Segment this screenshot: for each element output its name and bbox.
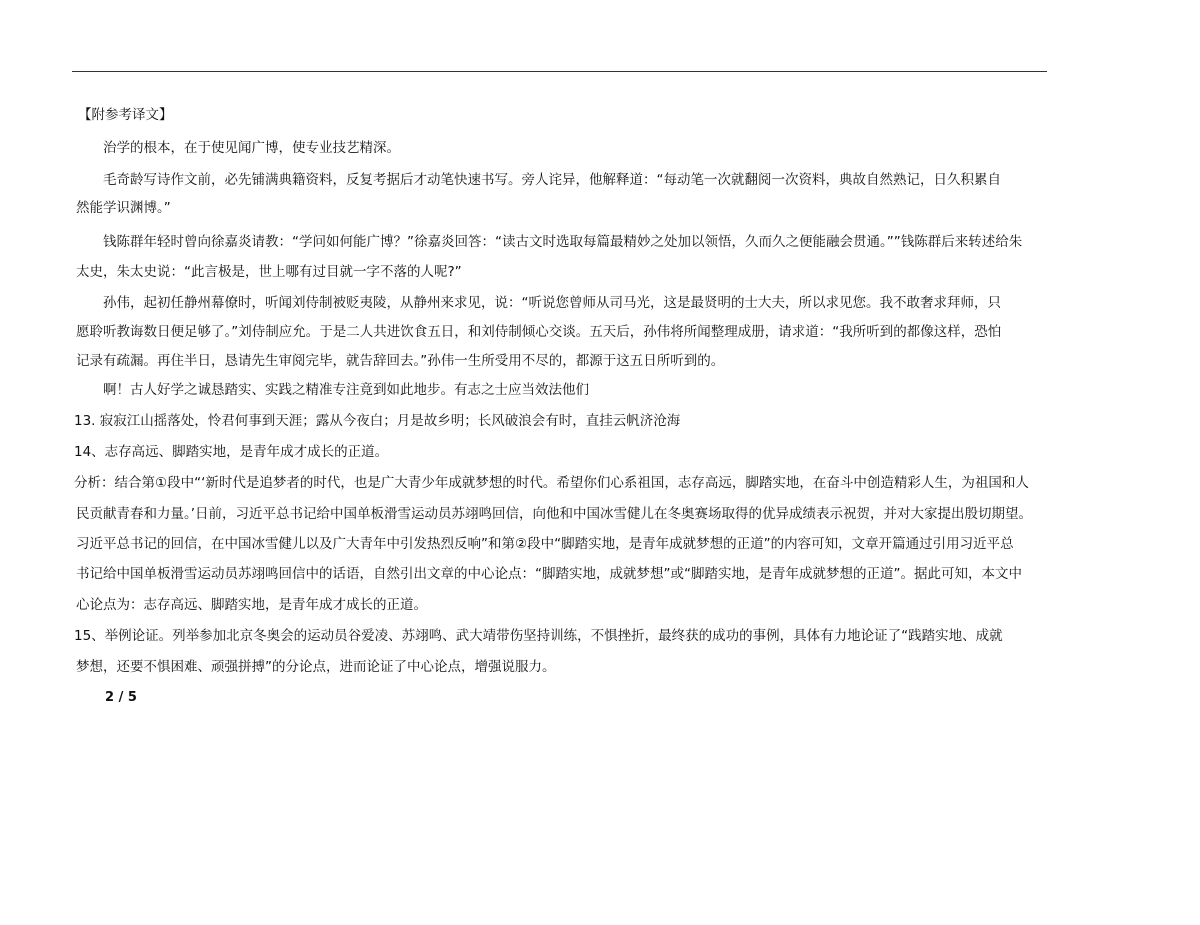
analysis-line: 书记给中国单板滑雪运动员苏翊鸣回信中的话语，自然引出文章的中心论点：“脚踏实地，成就梦想”或“脚踏实地，是青年成就梦想的正道”。据此可知，本文中	[76, 566, 1022, 582]
paragraph-line: 钱陈群年轻时曾向徐嘉炎请教：“学问如何能广博？”徐嘉炎回答：“读古文时选取每篇最精妙之处加以领悟，久而久之便能融会贯通。””钱陈群后来转述给朱	[103, 234, 1023, 250]
answer-13: 13. 寂寂江山摇落处，怜君何事到天涯；露从今夜白；月是故乡明；长风破浪会有时，直挂云帆济沧海	[74, 413, 681, 429]
paragraph-line: 然能学识渊博。”	[76, 200, 171, 216]
answer-14: 14、志存高远、脚踏实地，是青年成才成长的正道。	[74, 444, 389, 460]
paragraph-line: 啊！古人好学之诚恳踏实、实践之精准专注竟到如此地步。有志之士应当效法他们	[103, 382, 589, 398]
analysis-line: 分析：结合第①段中“‘新时代是追梦者的时代，也是广大青少年成就梦想的时代。希望你们心系祖国，志存高远，脚踏实地，在奋斗中创造精彩人生，为祖国和人	[74, 475, 1029, 491]
answer-15-continued: 梦想，还要不惧困难、顽强拼搏”的分论点，进而论证了中心论点，增强说服力。	[76, 659, 556, 675]
analysis-line: 民贡献青春和力量。’日前，习近平总书记给中国单板滑雪运动员苏翊鸣回信，向他和中国冰雪健儿在冬奥赛场取得的优异成绩表示祝贺，并对大家提出殷切期望。	[76, 506, 1033, 522]
analysis-line: 习近平总书记的回信，在中国冰雪健儿以及广大青年中引发热烈反响”和第②段中“脚踏实地，是青年成就梦想的正道”的内容可知，文章开篇通过引用习近平总	[76, 536, 1014, 552]
paragraph-line: 愿聆听教诲数日便足够了。”刘侍制应允。于是二人共进饮食五日，和刘侍制倾心交谈。五天后，孙伟将所闻整理成册，请求道：“我所听到的都像这样，恐怕	[76, 324, 1002, 340]
appendix-heading: 【附参考译文】	[78, 107, 173, 123]
paragraph-line: 孙伟，起初任静州幕僚时，听闻刘侍制被贬夷陵，从静州来求见，说：“听说您曾师从司马光，这是最贤明的士大夫，所以求见您。我不敢奢求拜师，只	[103, 295, 1001, 311]
paragraph-line: 太史，朱太史说：“此言极是，世上哪有过目就一字不落的人呢?”	[76, 264, 462, 280]
paragraph-line: 治学的根本，在于使见闻广博，使专业技艺精深。	[103, 140, 400, 156]
answer-15: 15、举例论证。列举参加北京冬奥会的运动员谷爱凌、苏翊鸣、武大靖带伤坚持训练，不惧挫折，最终获的成功的事例，具体有力地论证了“践踏实地、成就	[74, 628, 1003, 644]
page-number: 2 / 5	[105, 690, 137, 705]
analysis-line: 心论点为：志存高远、脚踏实地，是青年成才成长的正道。	[76, 597, 427, 613]
header-rule	[72, 71, 1047, 72]
paragraph-line: 记录有疏漏。再住半日，恳请先生审阅完毕，就告辞回去。”孙伟一生所受用不尽的，都源于这五日所听到的。	[76, 353, 725, 369]
paragraph-line: 毛奇龄写诗作文前，必先铺满典籍资料，反复考据后才动笔快速书写。旁人诧异，他解释道：“每动笔一次就翻阅一次资料，典故自然熟记，日久积累自	[103, 172, 1001, 188]
